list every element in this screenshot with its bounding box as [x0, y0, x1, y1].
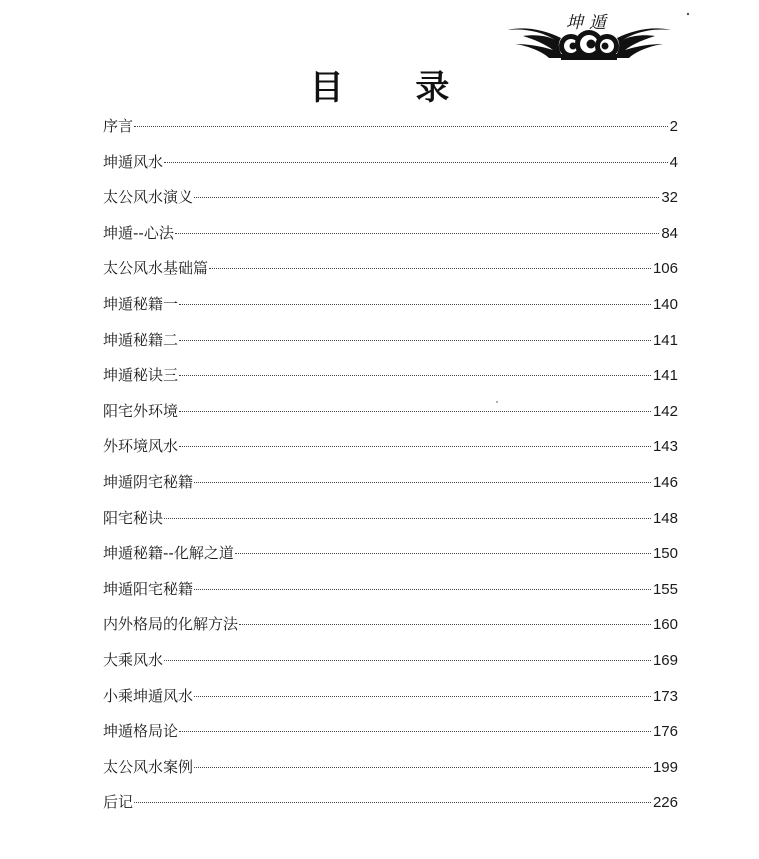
toc-entry[interactable] [103, 290, 678, 326]
toc-leader-dots [164, 162, 668, 163]
toc-entry[interactable] [103, 254, 678, 290]
toc-entry-page-number: 2 [669, 118, 678, 135]
toc-entry[interactable] [103, 504, 678, 540]
toc-entry-label: 后记 [103, 793, 134, 812]
toc-entry[interactable] [103, 326, 678, 362]
toc-entry-label: 坤遁秘籍一 [103, 294, 179, 313]
toc-entry-page-number: 143 [652, 438, 678, 456]
toc-entry[interactable] [103, 468, 678, 504]
toc-entry[interactable] [103, 539, 678, 575]
toc-entry[interactable] [103, 646, 678, 682]
toc-entry[interactable] [103, 219, 678, 255]
toc-leader-dots [179, 446, 651, 447]
toc-entry[interactable] [103, 753, 678, 789]
toc-leader-dots [235, 553, 651, 554]
toc-leader-dots [134, 126, 668, 127]
toc-entry-label: 外环境风水 [103, 437, 179, 456]
toc-leader-dots [194, 767, 651, 768]
toc-entry-label: 坤遁秘籍二 [103, 330, 179, 349]
toc-entry-page-number: 148 [652, 509, 678, 527]
toc-entry-page-number: 106 [652, 260, 678, 278]
toc-leader-dots [194, 589, 651, 590]
toc-leader-dots [179, 304, 651, 305]
table-of-contents [103, 112, 678, 824]
toc-entry[interactable] [103, 610, 678, 646]
toc-entry-page-number: 142 [652, 402, 678, 420]
toc-entry-page-number: 84 [661, 224, 678, 242]
logo-text: 坤遁 [566, 13, 612, 33]
toc-entry-page-number: 226 [652, 794, 678, 812]
toc-leader-dots [179, 340, 651, 341]
toc-entry[interactable] [103, 432, 678, 468]
toc-entry-page-number: 4 [669, 153, 678, 171]
toc-entry-page-number: 155 [652, 580, 678, 598]
toc-entry[interactable] [103, 361, 678, 397]
toc-entry[interactable] [103, 682, 678, 718]
toc-entry-page-number: 169 [652, 651, 678, 669]
toc-entry-label: 太公风水基础篇 [103, 259, 209, 278]
toc-entry-page-number: 140 [652, 295, 678, 313]
toc-entry-page-number: 160 [652, 616, 678, 634]
toc-entry-page-number: 199 [652, 758, 678, 776]
toc-entry-page-number: 141 [652, 331, 678, 349]
toc-entry-page-number: 146 [652, 473, 678, 491]
toc-entry-label: 坤遁风水 [103, 152, 164, 171]
toc-entry-label: 内外格局的化解方法 [103, 615, 239, 634]
toc-entry-label: 坤遁--心法 [103, 223, 174, 242]
toc-leader-dots [194, 482, 651, 483]
toc-entry[interactable] [103, 112, 678, 148]
toc-entry-label: 序言 [103, 117, 134, 135]
toc-entry[interactable] [103, 788, 678, 824]
toc-leader-dots [194, 197, 659, 198]
toc-entry-page-number: 32 [661, 189, 678, 207]
toc-entry-label: 小乘坤遁风水 [103, 686, 194, 705]
toc-leader-dots [164, 518, 651, 519]
toc-entry-page-number: 176 [652, 723, 678, 741]
toc-entry[interactable] [103, 183, 678, 219]
toc-entry-label: 阳宅外环境 [103, 401, 179, 420]
toc-entry-label: 太公风水演义 [103, 188, 194, 207]
toc-leader-dots [194, 696, 651, 697]
toc-entry-page-number: 173 [652, 687, 678, 705]
toc-leader-dots [134, 802, 651, 803]
toc-entry-label: 阳宅秘诀 [103, 508, 164, 527]
toc-entry-label: 太公风水案例 [103, 757, 194, 776]
toc-entry-page-number: 150 [652, 545, 678, 563]
toc-leader-dots [179, 411, 651, 412]
toc-entry-label: 坤遁秘籍--化解之道 [103, 544, 234, 563]
toc-entry[interactable] [103, 397, 678, 433]
toc-entry-label: 坤遁阳宅秘籍 [103, 579, 194, 598]
toc-entry-label: 坤遁格局论 [103, 722, 179, 741]
toc-entry[interactable] [103, 575, 678, 611]
toc-leader-dots [239, 624, 651, 625]
toc-entry[interactable] [103, 148, 678, 184]
toc-leader-dots [164, 660, 651, 661]
toc-entry[interactable] [103, 717, 678, 753]
toc-leader-dots [209, 268, 651, 269]
toc-entry-label: 坤遁秘诀三 [103, 366, 179, 385]
toc-entry-page-number: 141 [652, 367, 678, 385]
toc-leader-dots [175, 233, 659, 234]
toc-entry-label: 大乘风水 [103, 650, 164, 669]
toc-entry-label: 坤遁阴宅秘籍 [103, 472, 194, 491]
toc-leader-dots [179, 375, 651, 376]
page-title: 目 录 [309, 68, 480, 108]
logo [505, 6, 673, 64]
toc-leader-dots [179, 731, 651, 732]
